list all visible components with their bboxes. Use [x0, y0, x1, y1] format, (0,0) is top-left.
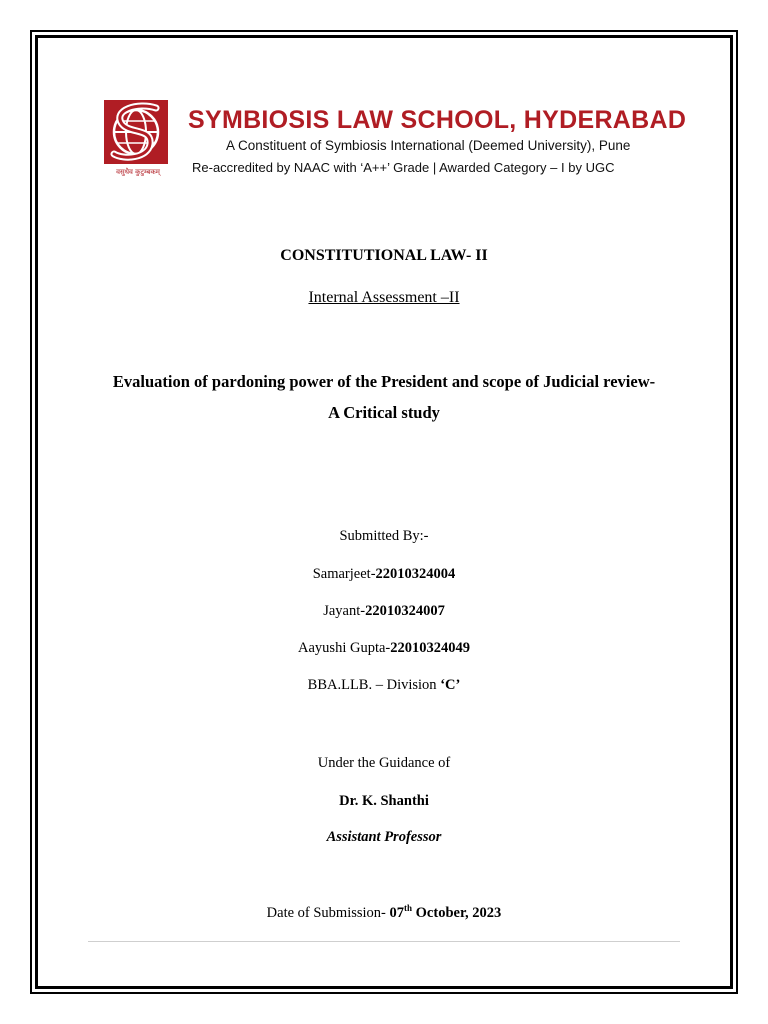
submitted-by-label: Submitted By:- [339, 528, 429, 544]
project-title-line-2: A Critical study [328, 403, 440, 422]
logo-motto: वसुधैव कुटुम्बकम् [116, 168, 160, 176]
member-name: Samarjeet- [312, 566, 376, 582]
division-line [60, 677, 708, 694]
member-id: 22010324004 [375, 566, 456, 582]
school-logo [100, 98, 174, 182]
member-entry [60, 640, 708, 657]
project-title-line-1: Evaluation of pardoning power of the President and scope of Judicial review- [112, 372, 656, 391]
submission-month-year: October, 2023 [412, 904, 502, 921]
member-id: 22010324007 [365, 603, 445, 619]
member-name: Aayushi Gupta- [298, 640, 391, 656]
globe-s-logo-icon [100, 98, 174, 168]
accreditation-line: Re-accredited by NAAC with ‘A++’ Grade | Awarded Category – I by UGC [192, 160, 615, 175]
submission-label: Date of Submission- [266, 904, 390, 921]
submission-day: 07 [389, 904, 405, 921]
footer-divider [88, 941, 680, 942]
guide-name: Dr. K. Shanthi [339, 793, 429, 809]
course-title: CONSTITUTIONAL LAW- II [280, 247, 488, 264]
division-prefix: BBA.LLB. – Division [307, 677, 441, 693]
guide-title: Assistant Professor [326, 829, 442, 845]
division-value: ‘C’ [440, 677, 461, 693]
submission-day-suffix: th [404, 903, 413, 913]
assessment-label: Internal Assessment –II [308, 289, 460, 306]
submission-date [60, 903, 708, 922]
guidance-label: Under the Guidance of [317, 755, 451, 771]
constituent-line: A Constituent of Symbiosis International (Deemed University), Pune [226, 138, 631, 153]
member-id: 22010324049 [390, 640, 470, 656]
member-entry [60, 566, 708, 583]
school-name: SYMBIOSIS LAW SCHOOL, HYDERABAD [188, 106, 687, 134]
member-name: Jayant- [323, 603, 366, 619]
member-entry [60, 603, 708, 620]
